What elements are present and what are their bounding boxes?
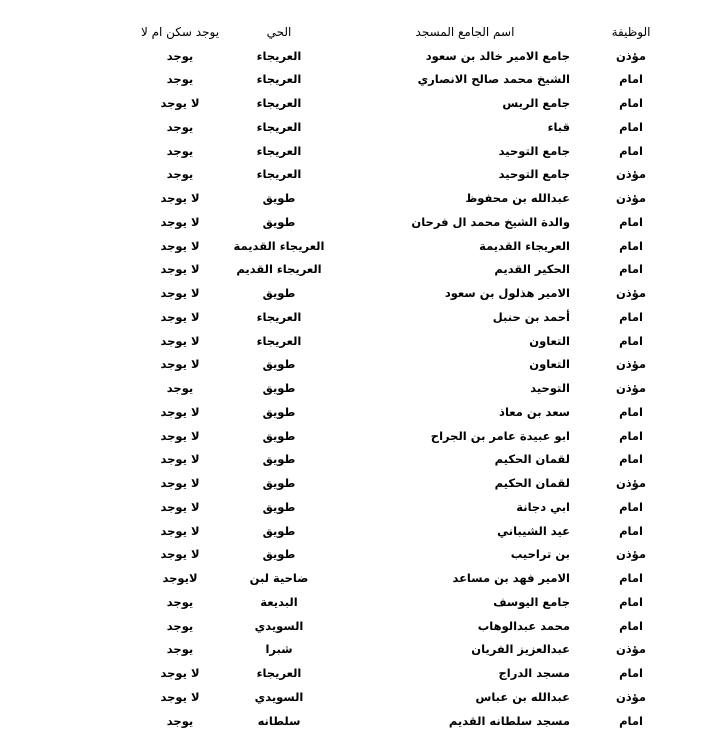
table-row — [0, 330, 705, 354]
job-cell: مؤذن — [615, 48, 647, 63]
district-cell: العريجاء — [256, 167, 302, 182]
mosque-name-cell: الامير هذلول بن سعود — [444, 286, 570, 300]
mosque-name-cell: عيد الشيباني — [497, 523, 570, 538]
job-cell: امام — [619, 523, 643, 538]
table-row — [0, 496, 705, 520]
job-cell: امام — [619, 428, 643, 443]
table-row — [0, 45, 705, 69]
district-cell: طويق — [262, 214, 296, 229]
district-cell: العريجاء — [256, 48, 302, 63]
header-mosque: اسم الجامع المسجد — [415, 25, 515, 39]
housing-cell: يوجد — [166, 618, 194, 633]
housing-cell: لا يوجد — [160, 262, 200, 277]
job-cell: امام — [619, 262, 643, 277]
job-cell: مؤذن — [615, 476, 647, 490]
district-cell: طويق — [262, 404, 296, 419]
housing-cell: يوجد — [166, 642, 194, 657]
job-cell: مؤذن — [615, 167, 647, 182]
mosque-name-cell: التعاون — [529, 333, 570, 348]
housing-cell: يوجد — [166, 167, 194, 182]
table-row — [0, 282, 705, 306]
district-cell: البديعة — [260, 594, 298, 609]
table-row — [0, 520, 705, 544]
job-cell: مؤذن — [615, 547, 647, 562]
mosque-name-cell: عبدالعزيز الفريان — [471, 642, 570, 657]
table-row — [0, 140, 705, 164]
mosque-name-cell: مسجد سلطانه القديم — [448, 713, 570, 728]
job-cell: امام — [619, 309, 643, 324]
district-cell: طويق — [262, 452, 296, 467]
table-row — [0, 710, 705, 734]
job-cell: امام — [619, 72, 643, 87]
job-cell: مؤذن — [615, 357, 647, 372]
job-cell: امام — [619, 571, 643, 585]
table-row — [0, 638, 705, 662]
table-row — [0, 425, 705, 449]
table-row — [0, 258, 705, 282]
table-row — [0, 448, 705, 472]
table-row — [0, 567, 705, 591]
district-cell: شبرا — [265, 642, 293, 657]
housing-cell: لا يوجد — [160, 309, 200, 324]
table-row — [0, 662, 705, 686]
district-cell: العريجاء — [256, 666, 302, 680]
district-cell: طويق — [262, 286, 296, 300]
mosque-name-cell: جامع الامير خالد بن سعود — [425, 48, 570, 63]
housing-cell: يوجد — [166, 594, 194, 609]
housing-cell: لا يوجد — [160, 547, 200, 562]
housing-cell: لا يوجد — [160, 404, 200, 419]
mosque-name-cell: أحمد بن حنبل — [492, 309, 570, 324]
job-cell: مؤذن — [615, 191, 647, 205]
district-cell: طويق — [262, 428, 296, 443]
job-cell: امام — [619, 666, 643, 680]
table-row — [0, 211, 705, 235]
table-row — [0, 686, 705, 710]
mosque-name-cell: الامير فهد بن مساعد — [452, 571, 570, 585]
housing-cell: لايوجد — [162, 571, 198, 585]
table-row — [0, 377, 705, 401]
table-row — [0, 68, 705, 92]
district-cell: العريجاء — [256, 333, 302, 348]
district-cell: طويق — [262, 499, 296, 514]
housing-cell: لا يوجد — [160, 191, 200, 205]
district-cell: العريجاء — [256, 96, 302, 110]
mosque-name-cell: والدة الشيخ محمد ال فرحان — [411, 214, 570, 229]
job-cell: امام — [619, 214, 643, 229]
district-cell: العريجاء — [256, 119, 302, 134]
mosque-name-cell: العريجاء القديمة — [479, 238, 570, 253]
district-cell: طويق — [262, 476, 296, 490]
table-row — [0, 401, 705, 425]
job-cell: امام — [619, 594, 643, 609]
job-cell: امام — [619, 119, 643, 134]
table-row — [0, 472, 705, 496]
housing-cell: يوجد — [166, 119, 194, 134]
mosque-name-cell: محمد عبدالوهاب — [477, 618, 570, 633]
housing-cell: يوجد — [166, 48, 194, 63]
district-cell: طويق — [262, 547, 296, 562]
header-district: الحي — [266, 25, 292, 39]
housing-cell: لا يوجد — [160, 96, 200, 110]
table-row — [0, 353, 705, 377]
table-row — [0, 591, 705, 615]
table-row — [0, 543, 705, 567]
housing-cell: لا يوجد — [160, 357, 200, 372]
district-cell: العريجاء — [256, 309, 302, 324]
mosque-name-cell: التوحيد — [530, 381, 570, 395]
table-row — [0, 306, 705, 330]
header-housing: يوجد سكن ام لا — [140, 25, 220, 39]
job-cell: امام — [619, 618, 643, 633]
job-cell: امام — [619, 333, 643, 348]
district-cell: طويق — [262, 191, 296, 205]
job-cell: امام — [619, 499, 643, 514]
job-cell: امام — [619, 452, 643, 467]
housing-cell: لا يوجد — [160, 428, 200, 443]
mosque-name-cell: التعاون — [529, 357, 570, 372]
district-cell: العريجاء — [256, 72, 302, 87]
mosque-name-cell: ابو عبيدة عامر بن الجراح — [430, 428, 570, 443]
mosque-name-cell: الحكير القديم — [494, 262, 570, 277]
housing-cell: لا يوجد — [160, 214, 200, 229]
mosque-name-cell: جامع الريس — [502, 96, 570, 110]
mosque-name-cell: جامع التوحيد — [498, 167, 570, 182]
housing-cell: لا يوجد — [160, 476, 200, 490]
mosque-name-cell: مسجد الدراج — [498, 666, 570, 680]
table-row — [0, 235, 705, 259]
housing-cell: لا يوجد — [160, 286, 200, 300]
housing-cell: لا يوجد — [160, 333, 200, 348]
mosque-name-cell: سعد بن معاذ — [499, 404, 570, 419]
job-cell: امام — [619, 404, 643, 419]
housing-cell: لا يوجد — [160, 238, 200, 253]
district-cell: ضاحية لبن — [249, 571, 309, 585]
district-cell: العريجاء — [256, 143, 302, 158]
table-row — [0, 92, 705, 116]
district-cell: سلطانه — [257, 713, 301, 728]
district-cell: طويق — [262, 357, 296, 372]
job-cell: امام — [619, 143, 643, 158]
housing-cell: لا يوجد — [160, 523, 200, 538]
mosque-name-cell: بن تراحيب — [510, 547, 570, 562]
job-cell: مؤذن — [615, 286, 647, 300]
mosque-name-cell: ابي دجانة — [516, 499, 570, 514]
job-cell: مؤذن — [615, 689, 647, 704]
housing-cell: لا يوجد — [160, 452, 200, 467]
mosque-name-cell: لقمان الحكيم — [494, 452, 570, 467]
district-cell: العريجاء القديم — [236, 262, 322, 277]
district-cell: السويدي — [254, 689, 304, 704]
header-job: الوظيفة — [611, 25, 651, 39]
job-cell: مؤذن — [615, 642, 647, 657]
district-cell: العريجاء القديمة — [233, 238, 325, 253]
district-cell: طويق — [262, 523, 296, 538]
housing-cell: يوجد — [166, 143, 194, 158]
mosque-name-cell: عبدالله بن عباس — [475, 689, 570, 704]
mosque-name-cell: الشيخ محمد صالح الانصاري — [417, 72, 570, 87]
housing-cell: لا يوجد — [160, 689, 200, 704]
mosque-name-cell: قباء — [547, 119, 570, 134]
district-cell: طويق — [262, 381, 296, 395]
housing-cell: يوجد — [166, 381, 194, 395]
table-row — [0, 116, 705, 140]
housing-cell: لا يوجد — [160, 499, 200, 514]
job-cell: امام — [619, 238, 643, 253]
housing-cell: يوجد — [166, 72, 194, 87]
mosque-name-cell: لقمان الحكيم — [494, 476, 570, 490]
housing-cell: يوجد — [166, 713, 194, 728]
mosque-name-cell: جامع التوحيد — [498, 143, 570, 158]
table-row — [0, 187, 705, 211]
mosque-name-cell: عبدالله بن محفوظ — [465, 191, 570, 205]
district-cell: السويدي — [254, 618, 304, 633]
housing-cell: لا يوجد — [160, 666, 200, 680]
table-row — [0, 163, 705, 187]
job-cell: امام — [619, 96, 643, 110]
job-cell: مؤذن — [615, 381, 647, 395]
table-row — [0, 615, 705, 639]
job-cell: امام — [619, 713, 643, 728]
mosque-name-cell: جامع اليوسف — [493, 594, 570, 609]
table-header-row — [0, 21, 705, 45]
